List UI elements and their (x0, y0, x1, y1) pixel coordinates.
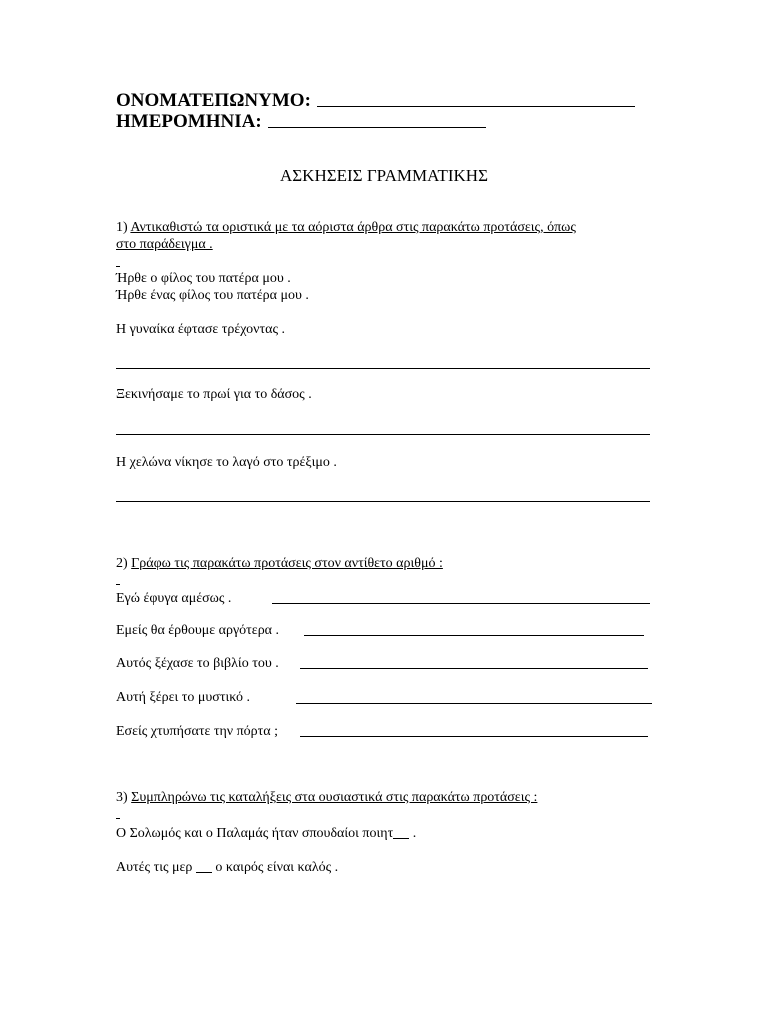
date-field-row (116, 109, 486, 133)
exercise1-example-original: Ήρθε ο φίλος του πατέρα μου . (116, 271, 291, 286)
exercise2-sentence-3: Αυτός ξέχασε το βιβλίο του . (116, 656, 279, 671)
exercise3-sentence-1 (116, 824, 416, 842)
exercise3-sentence-2 (116, 858, 338, 876)
exercise1-instruction-line1: Αντικαθιστώ τα οριστικά με τα αόριστα άρθρα στις παρακάτω προτάσεις, όπως (130, 220, 576, 235)
exercise3-sentence-1-end: . (409, 826, 417, 841)
date-blank[interactable] (268, 109, 486, 128)
exercise3-sentence-2-end: ο καιρός είναι καλός . (211, 860, 339, 875)
exercise3-sentence-1-start: Ο Σολωμός και ο Παλαμάς ήταν σπουδαίοι ποιητ (116, 826, 394, 841)
exercise1-sentence-1: Η γυναίκα έφτασε τρέχοντας . (116, 322, 286, 337)
exercise1-answer-line-1[interactable] (116, 368, 650, 369)
exercise2-answer-line-3[interactable] (300, 668, 648, 669)
exercise1-instruction-line2: στο παράδειγμα . (116, 237, 213, 252)
exercise2-answer-line-4[interactable] (296, 703, 652, 704)
exercise2-instruction: Γράφω τις παρακάτω προτάσεις στον αντίθετο αριθμό : (131, 556, 443, 571)
exercise2-instruction-row (116, 556, 443, 572)
answer-marker (116, 818, 120, 819)
exercise1-example-answer: Ήρθε ένας φίλος του πατέρα μου . (116, 288, 309, 303)
exercise1-sentence-3: Η χελώνα νίκησε το λαγό στο τρέξιμο . (116, 455, 337, 470)
exercise1-sentence-2: Ξεκινήσαμε το πρωί για το δάσος . (116, 387, 312, 402)
exercise3-number: 3) (116, 790, 128, 805)
date-label: ΗΜΕΡΟΜΗΝΙΑ: (116, 111, 262, 132)
exercise2-answer-line-5[interactable] (300, 736, 648, 737)
exercise2-number: 2) (116, 556, 128, 571)
exercise2-sentence-5: Εσείς χτυπήσατε την πόρτα ; (116, 724, 279, 739)
exercise1-answer-line-3[interactable] (116, 501, 650, 502)
exercise1-answer-line-2[interactable] (116, 434, 650, 435)
exercise1-instruction (116, 220, 576, 236)
ending-blank-1[interactable] (393, 824, 409, 839)
exercise3-instruction: Συμπληρώνω τις καταλήξεις στα ουσιαστικά στις παρακάτω προτάσεις : (131, 790, 538, 805)
exercise2-sentence-2: Εμείς θα έρθουμε αργότερα . (116, 623, 280, 638)
exercise3-instruction-row (116, 790, 537, 806)
exercise1-number: 1) (116, 220, 128, 235)
exercise2-answer-line-1[interactable] (272, 603, 650, 604)
name-label: ΟΝΟΜΑΤΕΠΩΝΥΜΟ: (116, 90, 311, 111)
answer-marker (116, 266, 120, 267)
exercise2-answer-line-2[interactable] (304, 635, 644, 636)
answer-marker (116, 584, 120, 585)
exercise2-sentence-1: Εγώ έφυγα αμέσως . (116, 591, 232, 606)
page-title: ΑΣΚΗΣΕΙΣ ΓΡΑΜΜΑΤΙΚΗΣ (280, 166, 488, 185)
exercise2-sentence-4: Αυτή ξέρει το μυστικό . (116, 690, 250, 705)
exercise3-sentence-2-start: Αυτές τις μερ (116, 860, 196, 875)
ending-blank-2[interactable] (196, 858, 212, 873)
name-blank[interactable] (317, 88, 635, 107)
